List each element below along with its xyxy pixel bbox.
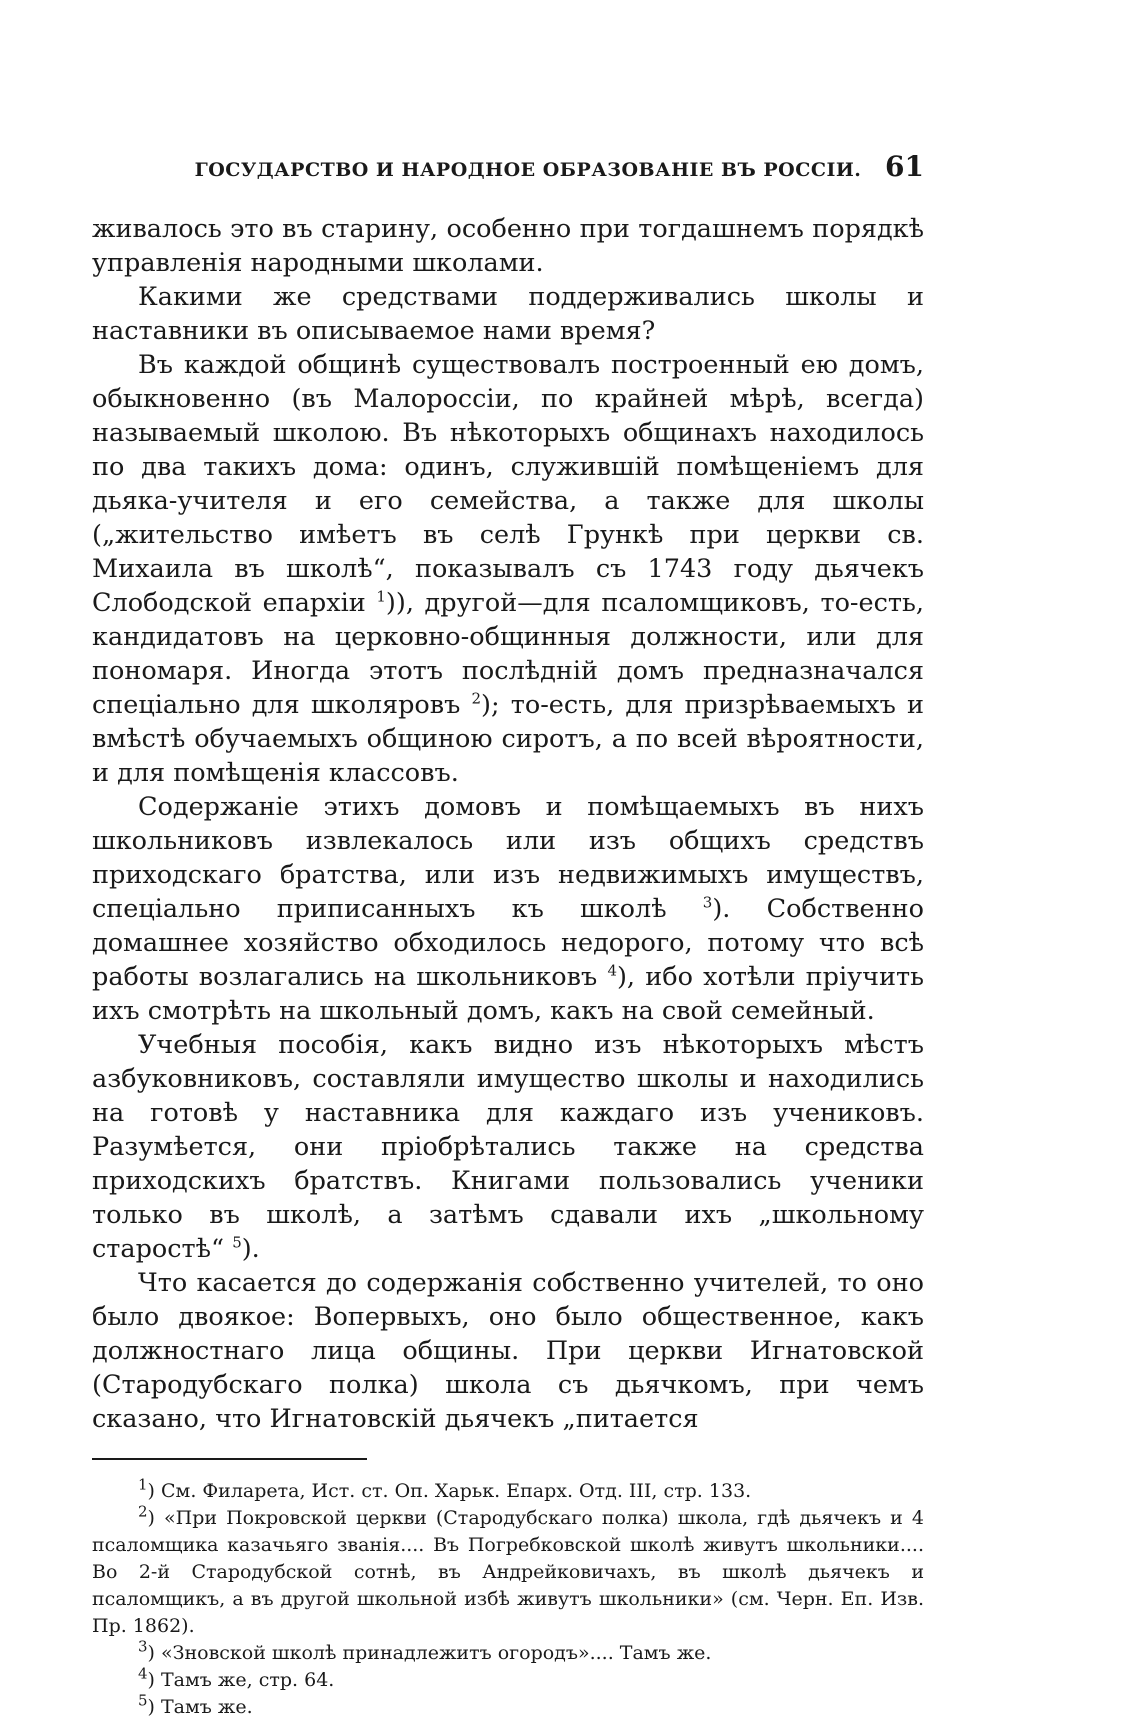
- footnote-text: ) «При Покровской церкви (Стародубскаго полка) школа, гдѣ дьячекъ и 4 псаломщика казачьяго званія.... Въ Погребковской школѣ живутъ школьники.... Во 2-й Стародубской сотнѣ, въ Андрейковичахъ, въ школѣ дьячекъ и псаломщикъ, а въ другой школьной избѣ живутъ школьники» (см. Черн. Еп. Изв. Пр. 1862).: [92, 1507, 924, 1637]
- footnote-text: ) Тамъ же.: [147, 1696, 253, 1718]
- paragraph-text: живалось это въ старину, особенно при тогдашнемъ порядкѣ управленія народными школами.: [92, 214, 924, 278]
- footnote-divider: [92, 1458, 367, 1460]
- paragraph-text: Что касается до содержанія собственно учителей, то оно было двоякое: Вопервыхъ, оно было общественное, какъ должностнаго лица общины. При церкви Игнатовской (Стародубскаго полка) школа съ дьячкомъ, при чемъ сказано, что Игнатовскій дьячекъ „питается: [92, 1268, 924, 1434]
- paragraph-text: ). Собственно домашнее хозяйство обходилось недорого, потому что всѣ работы возлагались на школьниковъ: [92, 894, 924, 992]
- footnote-marker: 2: [138, 1502, 148, 1521]
- footnote-marker: 1: [138, 1475, 148, 1494]
- running-title: ГОСУДАРСТВО И НАРОДНОЕ ОБРАЗОВАНІЕ ВЪ РОССІИ.: [194, 159, 862, 181]
- paragraph-text: Содержаніе этихъ домовъ и помѣщаемыхъ въ нихъ школьниковъ извлекалось или изъ общихъ средствъ приходскаго братства, или изъ недвижимыхъ имуществъ, спеціально приписанныхъ къ школѣ: [92, 792, 924, 924]
- footnote-marker: 3: [138, 1637, 148, 1656]
- footnotes: [92, 1475, 924, 1721]
- running-header: [92, 150, 924, 198]
- footnote: [92, 1502, 924, 1640]
- footnote: [92, 1691, 924, 1721]
- book-page: [92, 150, 924, 1721]
- paragraph: [92, 280, 924, 348]
- footnote-marker: 5: [138, 1691, 148, 1710]
- page-number: 61: [885, 150, 924, 183]
- paragraph: [92, 1266, 924, 1436]
- main-text: [92, 212, 924, 1436]
- paragraph: [92, 790, 924, 1028]
- paragraph-text: ; то-есть, для призрѣваемыхъ и вмѣстѣ обучаемыхъ общиною сиротъ, а по всей вѣроятности, и для помѣщенія классовъ.: [92, 690, 924, 788]
- footnote: [92, 1637, 924, 1667]
- footnote-ref: 4: [607, 961, 617, 980]
- paragraph-text: ), ибо хотѣли пріучить ихъ смотрѣть на школьный домъ, какъ на свой семейный.: [92, 962, 925, 1026]
- paragraph: [92, 1028, 924, 1266]
- paragraph-text: Учебныя пособія, какъ видно изъ нѣкоторыхъ мѣстъ азбуковниковъ, составляли имущество школы и находились на готовѣ у наставника для каждаго изъ учениковъ. Разумѣется, они пріобрѣтались также на средства приходскихъ братствъ. Книгами пользовались ученики только въ школѣ, а затѣмъ сдавали ихъ „школьному старостѣ“: [92, 1030, 924, 1264]
- paragraph: [92, 212, 924, 280]
- footnote-text: ) Тамъ же, стр. 64.: [147, 1669, 335, 1691]
- footnote-ref: 5: [232, 1233, 242, 1252]
- footnote-text: ) «Зновской школѣ принадлежитъ огородъ».... Тамъ же.: [147, 1642, 712, 1664]
- footnote: [92, 1664, 924, 1694]
- paragraph: Въ каждой общинѣ существовалъ построенный ею домъ, обыкновенно (въ Малороссіи, по крайней мѣрѣ, всегда) называемый школою. Въ нѣкоторыхъ общинахъ находилось по два такихъ дома: одинъ, служившій помѣщеніемъ для дьяка-учителя и его семейства, а также для школы („жительство имѣетъ въ селѣ Грункѣ при церкви св. Михаила въ школѣ“, показывалъ съ 1743 году дьячекъ Слободской епархіи $^1$)), другой—для псаломщиковъ, то-есть, кандидатовъ на церковно-общинныя должности, или для пономаря. Иногда этотъ послѣдній домъ предназначался спеціально для школяровъ $^2$); то-есть, для призрѣваемыхъ и вмѣстѣ обучаемыхъ общиною сиротъ, а по всей вѣроятности, и для помѣщенія классовъ.: [92, 350, 925, 788]
- footnote-ref: 1: [376, 587, 386, 606]
- paragraph-text: ), другой—для псаломщиковъ, то-есть, кандидатовъ на церковно-общинныя должности, или для пономаря. Иногда этотъ послѣдній домъ предназначался спеціально для школяровъ: [92, 588, 925, 720]
- paragraph-text: ).: [241, 1234, 260, 1264]
- footnote-ref: 2: [471, 689, 482, 708]
- footnote-text: ) См. Филарета, Ист. ст. Оп. Харьк. Епарх. Отд. III, стр. 133.: [147, 1480, 752, 1502]
- footnote: [92, 1475, 924, 1505]
- footnote-marker: 4: [138, 1664, 148, 1683]
- paragraph-text: Какими же средствами поддерживались школы и наставники въ описываемое нами время?: [92, 282, 924, 346]
- footnote-ref: 3: [702, 893, 713, 912]
- paragraph-text: Въ каждой общинѣ существовалъ построенный ею домъ, обыкновенно (въ Малороссіи, по крайней мѣрѣ, всегда) называемый школою. Въ нѣкоторыхъ общинахъ находилось по два такихъ дома: одинъ, служившій помѣщеніемъ для дьяка-учителя и его семейства, а также для школы („жительство имѣетъ въ селѣ Грункѣ при церкви св. Михаила въ школѣ“, показывалъ съ 1743 году дьячекъ Слободской епархіи: [92, 350, 924, 618]
